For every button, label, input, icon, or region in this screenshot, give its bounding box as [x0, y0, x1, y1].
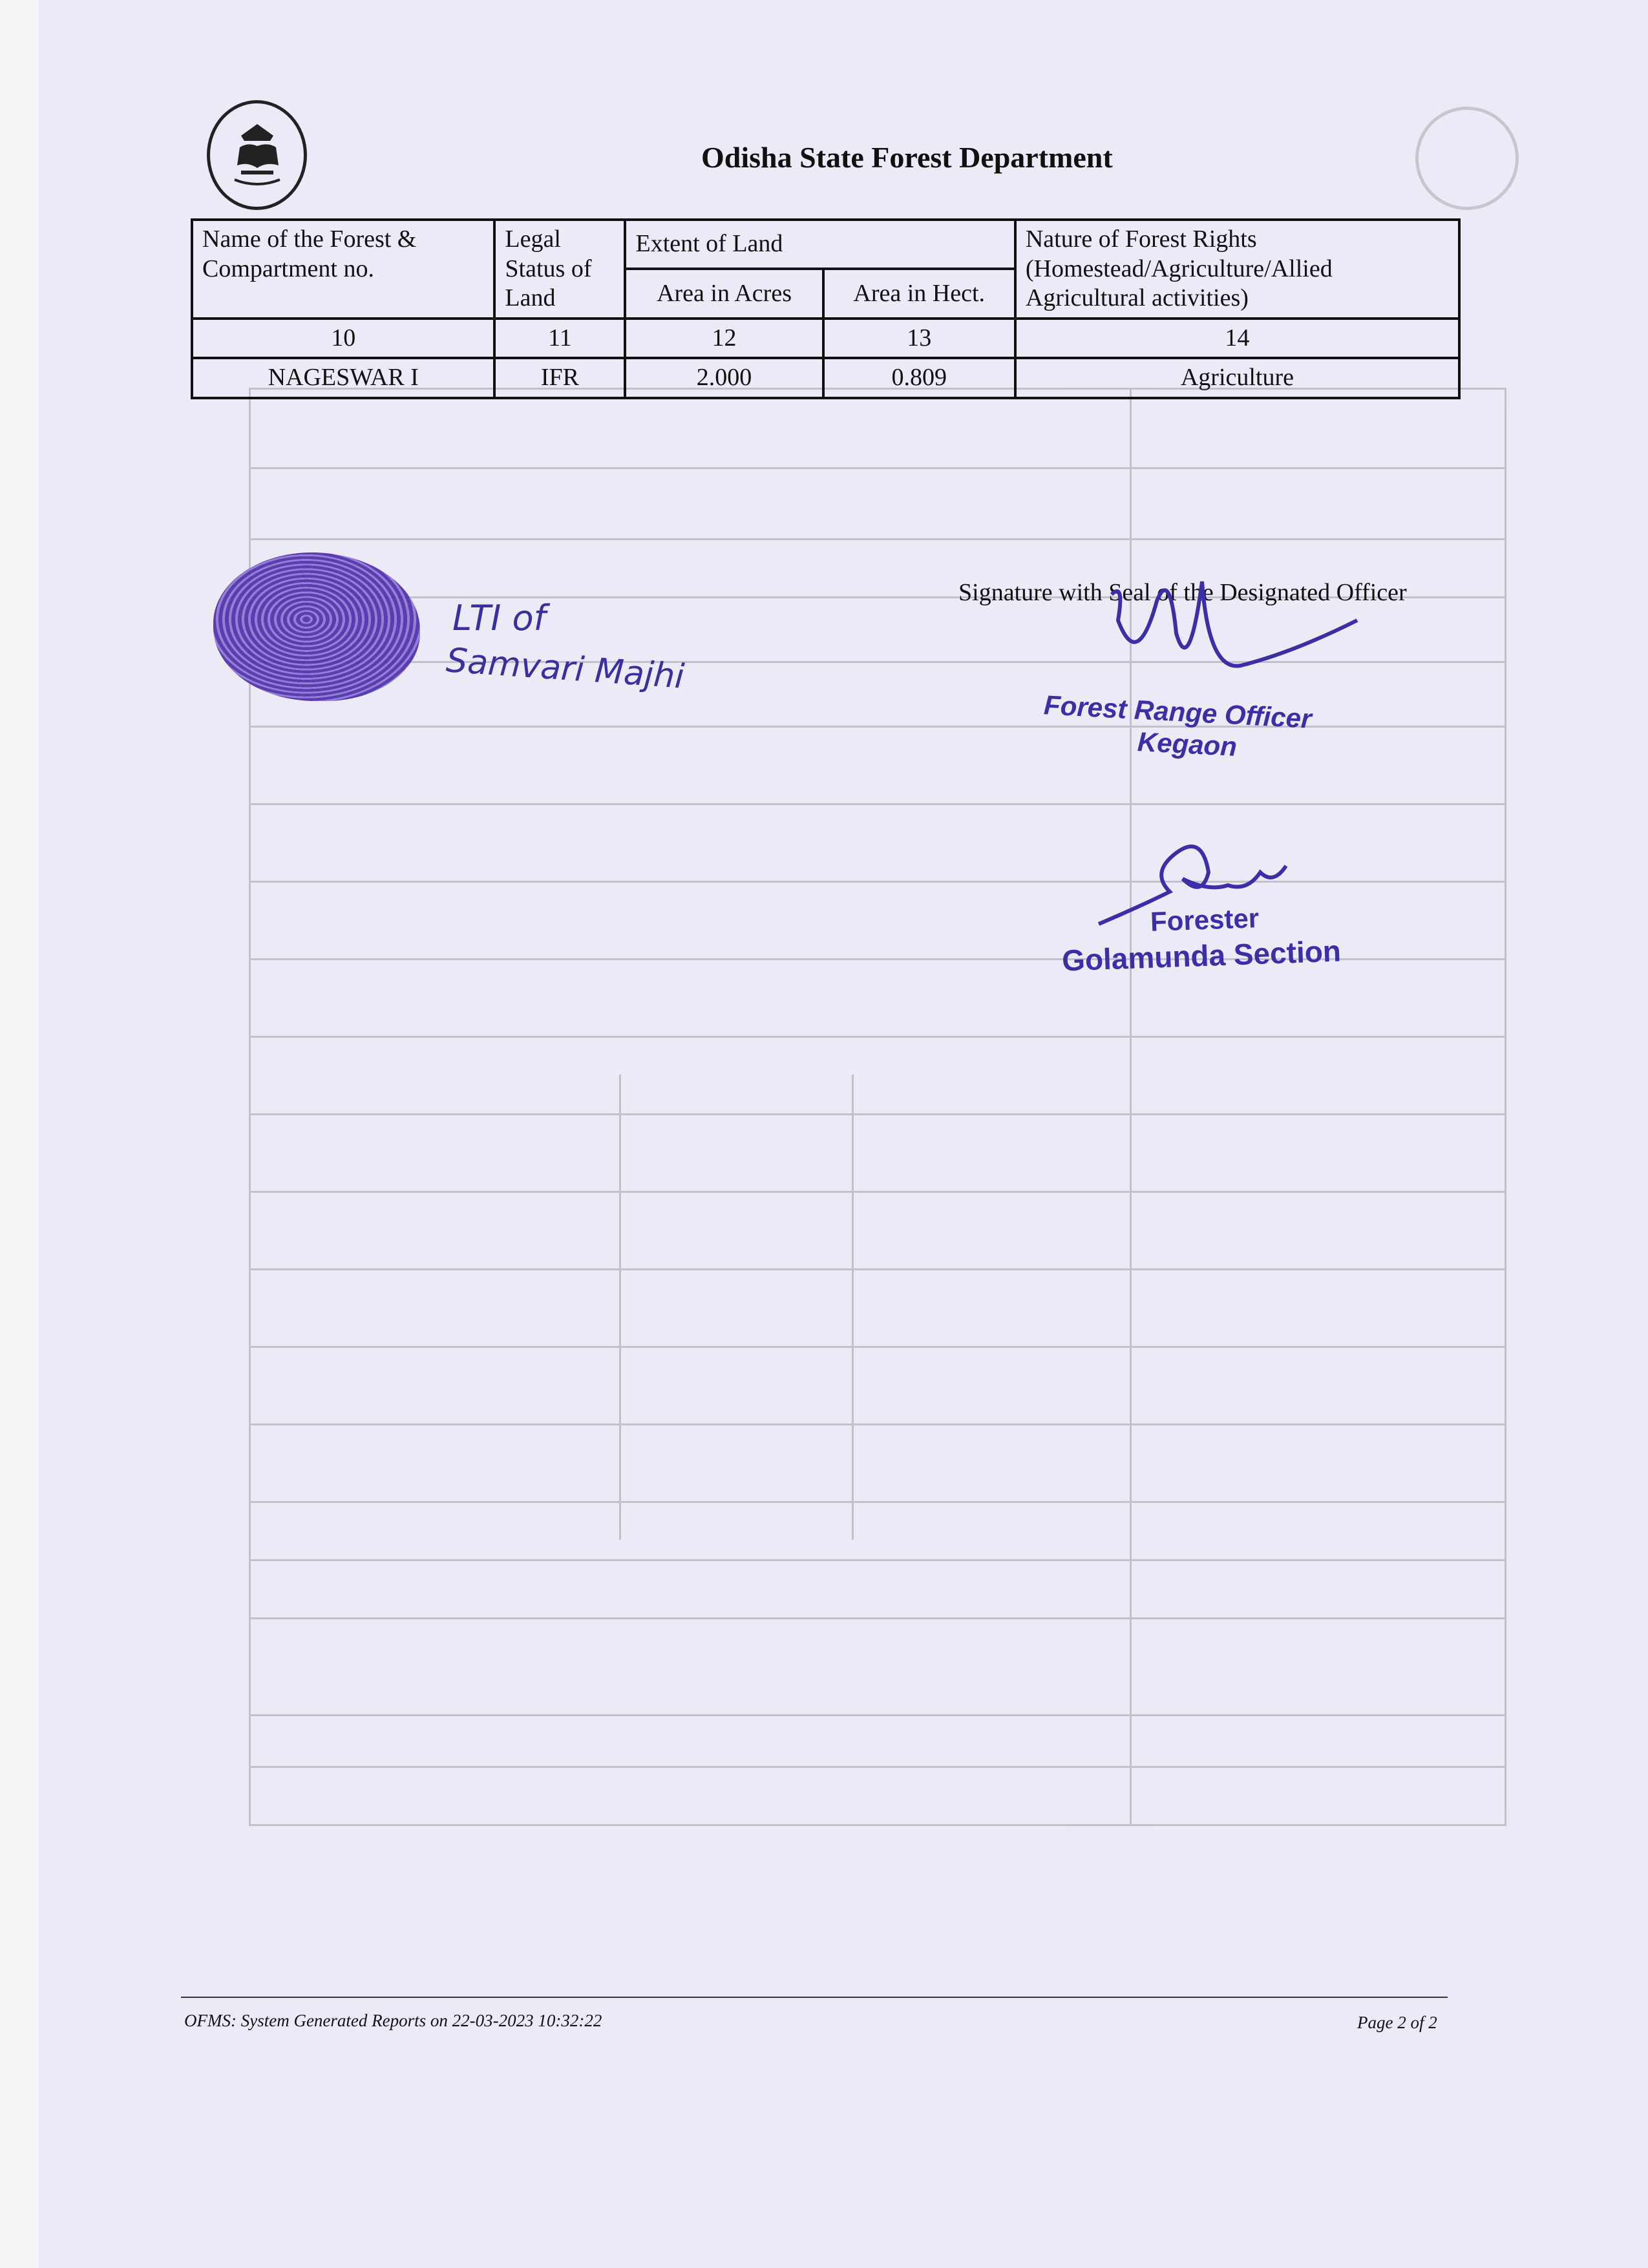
table-row: [192, 358, 1459, 398]
page-edge: [0, 0, 39, 2268]
range-officer-signature-icon: [1099, 543, 1370, 691]
area-hect-cell: 0.809: [823, 358, 1015, 398]
column-number: 13: [823, 319, 1015, 359]
footer-divider: [181, 1997, 1448, 1998]
column-number: 11: [494, 319, 625, 359]
column-number: 12: [625, 319, 823, 359]
ghost-emblem-icon: [1415, 107, 1519, 210]
document-title: Odisha State Forest Department: [701, 141, 1113, 174]
header-row: [192, 220, 1459, 269]
column-number: 10: [192, 319, 494, 359]
signature-label: Signature with Seal of the Designated Officer: [958, 579, 1407, 606]
forest-rights-table: [191, 218, 1461, 399]
header-legal-status: Legal Status of Land: [494, 220, 625, 319]
forest-name-cell: NAGESWAR I: [192, 358, 494, 398]
thumb-note-name: Samvari Majhi: [445, 641, 686, 697]
header-area-hect: Area in Hect.: [823, 269, 1015, 318]
range-officer-stamp-place: Kegaon: [1136, 726, 1238, 762]
forester-stamp-section: Golamunda Section: [1061, 934, 1342, 978]
column-number: 14: [1015, 319, 1459, 359]
thumb-note-lti: LTI of: [452, 598, 546, 638]
header-extent-of-land: Extent of Land: [625, 220, 1015, 269]
area-acres-cell: 2.000: [625, 358, 823, 398]
header-forest-compartment: Name of the Forest & Compartment no.: [192, 220, 494, 319]
range-officer-stamp: Forest Range Officer: [1043, 689, 1313, 734]
legal-status-cell: IFR: [494, 358, 625, 398]
footer-page-number: Page 2 of 2: [1357, 2013, 1437, 2032]
forester-stamp: Forester: [1150, 903, 1260, 937]
header-nature-of-rights: Nature of Forest Rights (Homestead/Agriculture/Allied Agricultural activities): [1015, 220, 1459, 319]
column-number-row: [192, 319, 1459, 359]
thumb-impression-icon: [213, 552, 420, 701]
nature-of-rights-cell: Agriculture: [1015, 358, 1459, 398]
header-area-acres: Area in Acres: [625, 269, 823, 318]
footer-generated-note: OFMS: System Generated Reports on 22-03-2023 10:32:22: [184, 2011, 602, 2030]
odisha-emblem-icon: [207, 100, 307, 210]
